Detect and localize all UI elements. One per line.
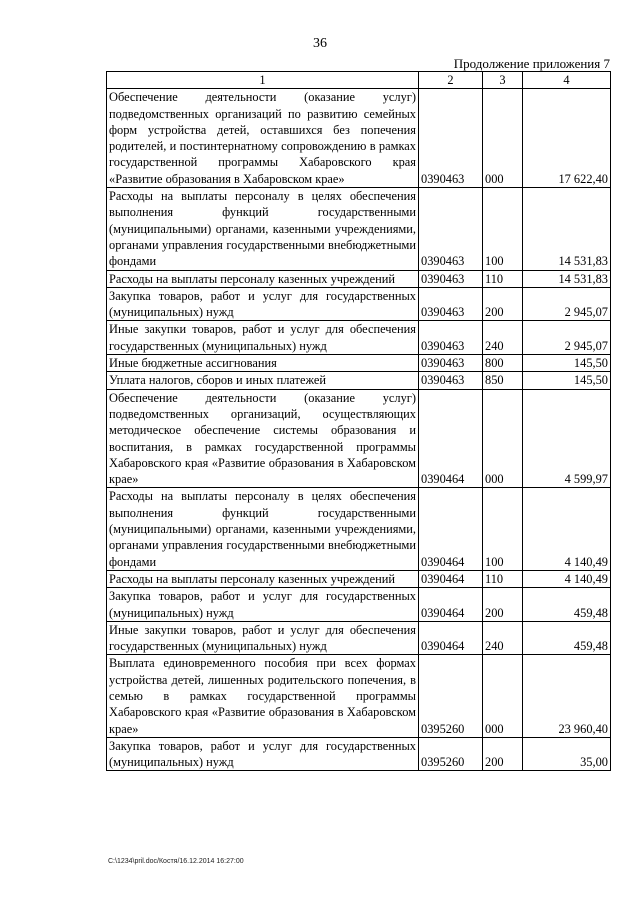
row-amount: 35,00 (523, 737, 611, 771)
row-name: Выплата единовременного пособия при всех формах устройства детей, лишенных родительского попечения, в семью в рамках государственной программы Хабаровского края «Развитие образования в Хабаровском крае» (107, 655, 419, 737)
row-type: 200 (483, 588, 523, 622)
row-amount: 4 140,49 (523, 570, 611, 587)
table-row (107, 321, 611, 355)
row-amount: 17 622,40 (523, 89, 611, 188)
row-amount: 459,48 (523, 588, 611, 622)
row-code: 0390463 (419, 287, 483, 321)
continuation-label: Продолжение приложения 7 (453, 56, 610, 71)
row-code: 0390463 (419, 372, 483, 389)
table-row (107, 655, 611, 737)
row-amount: 23 960,40 (523, 655, 611, 737)
table-row (107, 270, 611, 287)
row-type: 200 (483, 287, 523, 321)
row-amount: 14 531,83 (523, 270, 611, 287)
row-code: 0390463 (419, 270, 483, 287)
table-row (107, 737, 611, 771)
row-type: 240 (483, 621, 523, 655)
row-type: 100 (483, 188, 523, 270)
table-row (107, 372, 611, 389)
row-code: 0390464 (419, 488, 483, 570)
row-type: 240 (483, 321, 523, 355)
row-amount: 4 599,97 (523, 389, 611, 488)
row-code: 0395260 (419, 737, 483, 771)
row-amount: 145,50 (523, 372, 611, 389)
row-amount: 459,48 (523, 621, 611, 655)
row-code: 0390464 (419, 570, 483, 587)
row-code: 0390464 (419, 621, 483, 655)
row-name: Закупка товаров, работ и услуг для государственных (муниципальных) нужд (107, 737, 419, 771)
row-code: 0390464 (419, 588, 483, 622)
row-name: Обеспечение деятельности (оказание услуг) подведомственных организаций, осуществляющих методическое обеспечение системы образования и воспитания, в рамках государственной программы Хабаровского края «Развитие образования в Хабаровском крае» (107, 389, 419, 488)
row-name: Обеспечение деятельности (оказание услуг) подведомственных организаций по развитию семейных форм устройства детей, оставшихся без попечения родителей, и постинтернатному сопровождению в рамках государственной программы Хабаровского края «Развитие образования в Хабаровском крае» (107, 89, 419, 188)
row-code: 0390464 (419, 389, 483, 488)
row-amount: 2 945,07 (523, 321, 611, 355)
table-row (107, 621, 611, 655)
row-name: Иные закупки товаров, работ и услуг для обеспечения государственных (муниципальных) нужд (107, 621, 419, 655)
row-type: 850 (483, 372, 523, 389)
header-col-4: 4 (523, 72, 611, 89)
row-name: Закупка товаров, работ и услуг для государственных (муниципальных) нужд (107, 588, 419, 622)
table-row (107, 570, 611, 587)
table-row (107, 389, 611, 488)
header-col-3: 3 (483, 72, 523, 89)
file-path-footer: C:\1234\pril.doc/Костя/16.12.2014 16:27:00 (108, 858, 244, 865)
table-header-row (107, 72, 611, 89)
table-row (107, 287, 611, 321)
row-type: 110 (483, 270, 523, 287)
row-name: Расходы на выплаты персоналу казенных учреждений (107, 570, 419, 587)
row-type: 110 (483, 570, 523, 587)
row-code: 0390463 (419, 188, 483, 270)
row-name: Расходы на выплаты персоналу казенных учреждений (107, 270, 419, 287)
header-col-2: 2 (419, 72, 483, 89)
row-code: 0390463 (419, 355, 483, 372)
row-name: Иные закупки товаров, работ и услуг для обеспечения государственных (муниципальных) нужд (107, 321, 419, 355)
row-code: 0395260 (419, 655, 483, 737)
row-type: 200 (483, 737, 523, 771)
row-type: 800 (483, 355, 523, 372)
row-type: 000 (483, 389, 523, 488)
row-type: 000 (483, 89, 523, 188)
row-name: Иные бюджетные ассигнования (107, 355, 419, 372)
table-row (107, 488, 611, 570)
table-row (107, 588, 611, 622)
row-amount: 2 945,07 (523, 287, 611, 321)
page-number: 36 (313, 36, 327, 51)
row-name: Расходы на выплаты персоналу в целях обеспечения выполнения функций государственными (муниципальными) органами, казенными учреждениями, органами управления государственными внебюджетными фондами (107, 488, 419, 570)
header-col-1: 1 (107, 72, 419, 89)
row-type: 100 (483, 488, 523, 570)
row-amount: 145,50 (523, 355, 611, 372)
row-amount: 4 140,49 (523, 488, 611, 570)
row-name: Расходы на выплаты персоналу в целях обеспечения выполнения функций государственными (муниципальными) органами, казенными учреждениями, органами управления государственными внебюджетными фондами (107, 188, 419, 270)
row-code: 0390463 (419, 89, 483, 188)
row-type: 000 (483, 655, 523, 737)
table-row (107, 355, 611, 372)
table-row (107, 89, 611, 188)
row-code: 0390463 (419, 321, 483, 355)
row-name: Закупка товаров, работ и услуг для государственных (муниципальных) нужд (107, 287, 419, 321)
budget-table (106, 71, 611, 771)
table-row (107, 188, 611, 270)
row-amount: 14 531,83 (523, 188, 611, 270)
row-name: Уплата налогов, сборов и иных платежей (107, 372, 419, 389)
